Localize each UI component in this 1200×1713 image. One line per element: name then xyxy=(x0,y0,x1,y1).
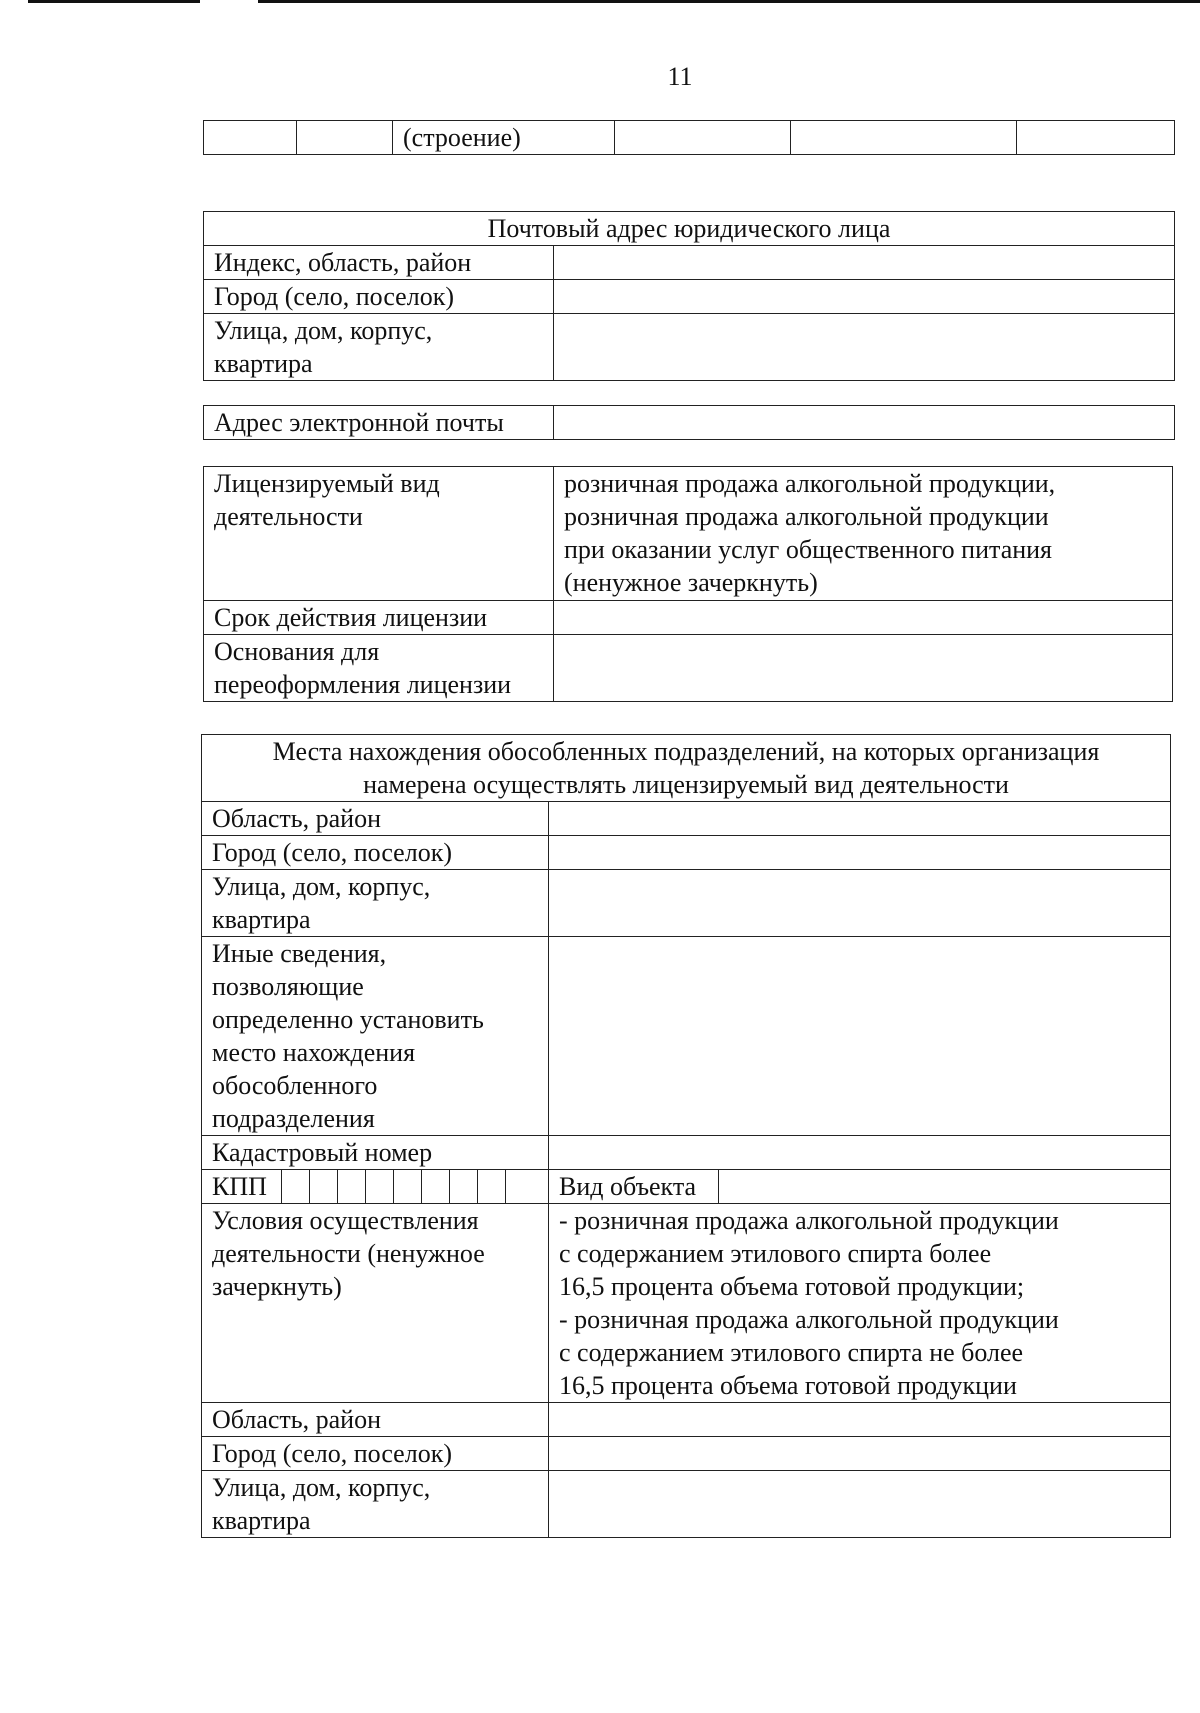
branch-region-value-2[interactable] xyxy=(549,1403,1171,1437)
postal-index-value[interactable] xyxy=(554,246,1175,280)
license-term-value[interactable] xyxy=(554,601,1173,635)
kpp-box[interactable] xyxy=(365,1170,393,1203)
kpp-cell xyxy=(202,1170,549,1204)
kpp-box[interactable] xyxy=(477,1170,505,1203)
branch-street-value-2[interactable] xyxy=(549,1471,1171,1538)
branch-region-label-2: Область, район xyxy=(202,1403,549,1437)
top-cell-2 xyxy=(297,121,393,155)
postal-header: Почтовый адрес юридического лица xyxy=(204,212,1175,246)
object-type-label: Вид объекта xyxy=(559,1172,697,1201)
postal-street-value[interactable] xyxy=(554,314,1175,381)
reissue-label: Основания для переоформления лицензии xyxy=(204,635,554,702)
branch-street-value[interactable] xyxy=(549,870,1171,937)
activity-value: розничная продажа алкогольной продукции, розничная продажа алкогольной продукции при оказании услуг общественного питания (ненужное зачеркнуть) xyxy=(554,467,1173,601)
page-number: 11 xyxy=(667,62,693,91)
branch-street-label-2: Улица, дом, корпус, квартира xyxy=(202,1471,549,1538)
branch-region-label: Область, район xyxy=(202,802,549,836)
kpp-box[interactable] xyxy=(421,1170,449,1203)
top-cell-6 xyxy=(1017,121,1175,155)
branch-city-value-2[interactable] xyxy=(549,1437,1171,1471)
postal-index-label: Индекс, область, район xyxy=(204,246,554,280)
top-table xyxy=(203,120,1175,155)
kpp-box[interactable] xyxy=(393,1170,421,1203)
license-table xyxy=(203,466,1173,702)
kpp-label: КПП xyxy=(212,1172,267,1201)
conditions-value: - розничная продажа алкогольной продукции с содержанием этилового спирта более 16,5 процента объема готовой продукции; - розничная продажа алкогольной продукции с содержанием этилового спирта не более 16,5 процента объема готовой продукции xyxy=(549,1204,1171,1403)
email-label: Адрес электронной почты xyxy=(204,406,554,440)
email-value[interactable] xyxy=(554,406,1175,440)
kpp-box[interactable] xyxy=(337,1170,365,1203)
kpp-box[interactable] xyxy=(449,1170,477,1203)
postal-city-value[interactable] xyxy=(554,280,1175,314)
top-cell-building: (строение) xyxy=(393,121,615,155)
license-term-label: Срок действия лицензии xyxy=(204,601,554,635)
branch-region-value[interactable] xyxy=(549,802,1171,836)
postal-street-label: Улица, дом, корпус, квартира xyxy=(204,314,554,381)
branch-city-label-2: Город (село, поселок) xyxy=(202,1437,549,1471)
kpp-boxes[interactable] xyxy=(281,1170,533,1203)
branch-city-label: Город (село, поселок) xyxy=(202,836,549,870)
branches-header: Места нахождения обособленных подразделений, на которых организация намерена осуществлять лицензируемый вид деятельности xyxy=(202,735,1171,802)
cadastral-label: Кадастровый номер xyxy=(202,1136,549,1170)
reissue-value[interactable] xyxy=(554,635,1173,702)
kpp-box[interactable] xyxy=(309,1170,337,1203)
email-table xyxy=(203,405,1175,440)
top-cell-5 xyxy=(791,121,1017,155)
top-cell-1 xyxy=(204,121,297,155)
activity-label: Лицензируемый вид деятельности xyxy=(204,467,554,601)
kpp-box[interactable] xyxy=(281,1170,309,1203)
postal-address-table xyxy=(203,211,1175,381)
kpp-box[interactable] xyxy=(505,1170,533,1203)
branch-other-info-value[interactable] xyxy=(549,937,1171,1136)
branch-other-info-label: Иные сведения, позволяющие определенно установить место нахождения обособленного подразделения xyxy=(202,937,549,1136)
object-type-cell xyxy=(549,1170,1171,1204)
postal-city-label: Город (село, поселок) xyxy=(204,280,554,314)
branches-table xyxy=(201,734,1171,1538)
cadastral-value[interactable] xyxy=(549,1136,1171,1170)
object-type-divider xyxy=(718,1170,720,1203)
branch-city-value[interactable] xyxy=(549,836,1171,870)
scan-border-right xyxy=(258,0,1200,3)
conditions-label: Условия осуществления деятельности (ненужное зачеркнуть) xyxy=(202,1204,549,1403)
scan-border-left xyxy=(28,0,200,3)
top-cell-4 xyxy=(615,121,791,155)
branch-street-label: Улица, дом, корпус, квартира xyxy=(202,870,549,937)
